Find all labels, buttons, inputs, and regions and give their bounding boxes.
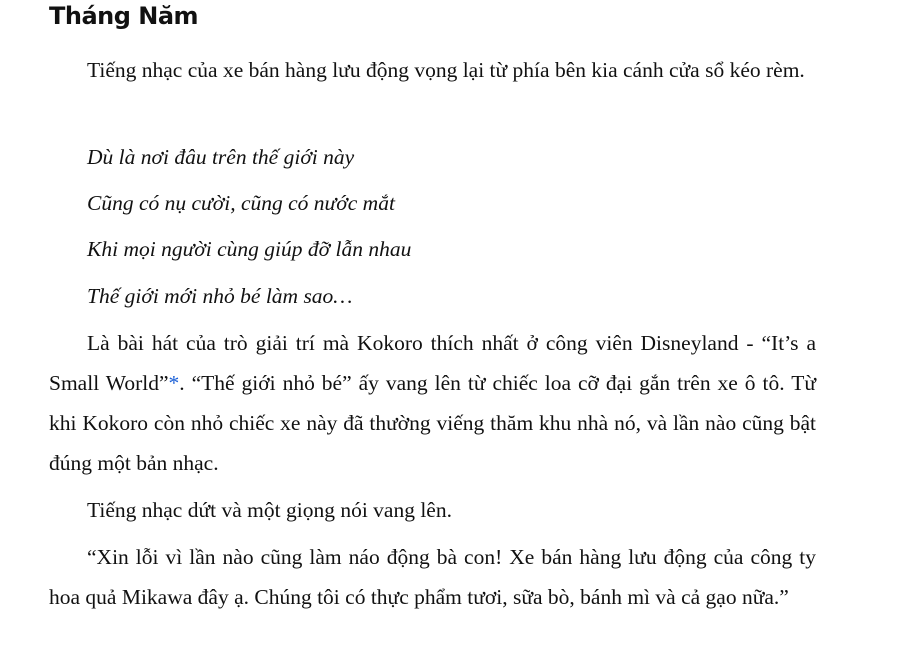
chapter-title: Tháng Năm xyxy=(49,2,199,30)
paragraph-1: Tiếng nhạc của xe bán hàng lưu động vọng lại từ phía bên kia cánh cửa sổ kéo rèm. xyxy=(87,58,805,82)
verse-line-3: Khi mọi người cùng giúp đỡ lẫn nhau xyxy=(87,237,412,261)
paragraph-2-text-start: Là bài hát của trò giải trí mà Kokoro thích nhất ở công viên Disneyland - “It’s a Small World” xyxy=(49,331,816,395)
verse-line-4: Thế giới mới nhỏ bé làm sao… xyxy=(87,284,353,308)
footnote-marker[interactable]: * xyxy=(168,371,180,395)
paragraph-2-text-end: . “Thế giới nhỏ bé” ấy vang lên từ chiếc loa cỡ đại gắn trên xe ô tô. Từ khi Kokoro còn nhỏ chiếc xe này đã thường viếng thăm khu nhà nó, và lần nào cũng bật đúng một bản nhạc. xyxy=(49,371,816,475)
paragraph-3: Tiếng nhạc dứt và một giọng nói vang lên. xyxy=(87,498,452,522)
paragraph-4: “Xin lỗi vì lần nào cũng làm náo động bà con! Xe bán hàng lưu động của công ty hoa quả Mikawa đây ạ. Chúng tôi có thực phẩm tươi, sữa bò, bánh mì và cả gạo nữa.” xyxy=(49,545,816,609)
verse-line-1: Dù là nơi đâu trên thế giới này xyxy=(87,145,355,169)
verse-line-2: Cũng có nụ cười, cũng có nước mắt xyxy=(87,191,395,215)
paragraph-2 xyxy=(49,323,816,483)
